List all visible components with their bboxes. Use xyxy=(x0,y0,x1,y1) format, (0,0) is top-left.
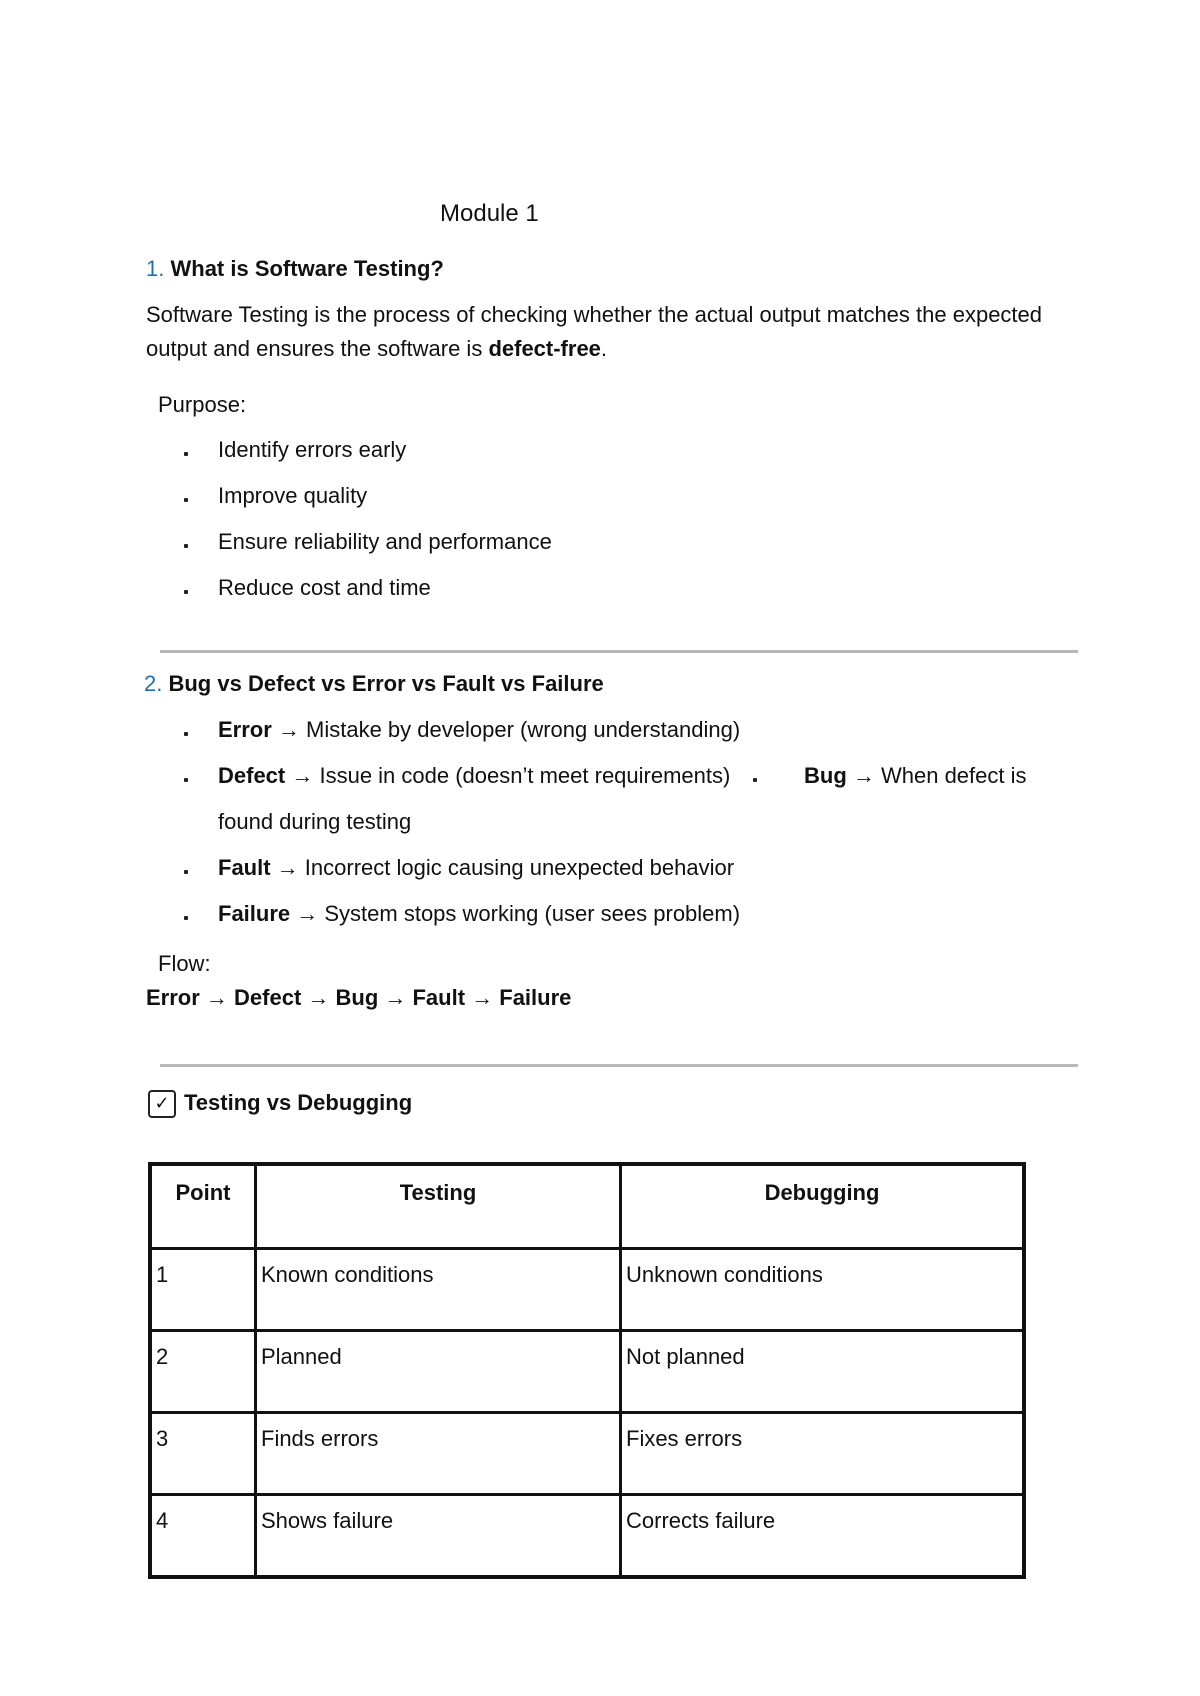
table-cell: Finds errors xyxy=(256,1413,621,1495)
table-header-cell: Point xyxy=(150,1164,256,1249)
term-desc: → Issue in code (doesn’t meet requirements) xyxy=(285,763,731,788)
table-cell: 3 xyxy=(150,1413,256,1495)
bullet-icon xyxy=(184,452,188,456)
checkbox-icon: ✓ xyxy=(148,1090,176,1118)
flow-label: Flow: xyxy=(158,951,211,976)
bullet-icon xyxy=(184,544,188,548)
table-cell: Known conditions xyxy=(256,1249,621,1331)
horizontal-divider xyxy=(160,1064,1078,1067)
term-item xyxy=(218,717,740,743)
table-row xyxy=(150,1413,1024,1495)
table-cell: Corrects failure xyxy=(621,1495,1025,1578)
term-desc: → Mistake by developer (wrong understanding) xyxy=(271,717,741,742)
section-1-heading-text: What is Software Testing? xyxy=(170,256,444,281)
table-row xyxy=(150,1249,1024,1331)
table-header-cell: Debugging xyxy=(621,1164,1025,1249)
bullet-icon xyxy=(184,590,188,594)
section-3-heading xyxy=(148,1090,412,1118)
term-name: Bug xyxy=(804,763,847,788)
purpose-label: Purpose: xyxy=(158,392,247,417)
comparison-table xyxy=(148,1162,1026,1579)
term-item xyxy=(804,763,1027,789)
term-desc: → When defect is xyxy=(846,763,1027,788)
bullet-icon xyxy=(184,916,188,920)
table-cell: Unknown conditions xyxy=(621,1249,1025,1331)
bullet-icon xyxy=(753,778,757,782)
section-3-heading-text: Testing vs Debugging xyxy=(184,1090,413,1115)
purpose-item: Ensure reliability and performance xyxy=(218,529,552,554)
paragraph-bold: defect-free xyxy=(488,336,601,361)
table-cell: 2 xyxy=(150,1331,256,1413)
term-desc: → Incorrect logic causing unexpected behavior xyxy=(270,855,735,880)
section-2-number: 2. xyxy=(144,671,163,696)
term-item xyxy=(218,855,734,881)
flow-sequence: Error → Defect → Bug → Fault → Failure xyxy=(146,985,572,1010)
horizontal-divider xyxy=(160,650,1078,653)
section-2-heading-text: Bug vs Defect vs Error vs Fault vs Failure xyxy=(168,671,604,696)
paragraph-text: Software Testing is the process of checking whether the actual output matches the expected output and ensures the software is xyxy=(146,302,1043,361)
purpose-item: Reduce cost and time xyxy=(218,575,431,600)
bullet-icon xyxy=(184,732,188,736)
table-row xyxy=(150,1495,1024,1578)
bullet-icon xyxy=(184,778,188,782)
table-cell: Fixes errors xyxy=(621,1413,1025,1495)
section-1-heading xyxy=(146,256,444,282)
table-header-row xyxy=(150,1164,1024,1249)
term-item xyxy=(218,763,730,789)
section-1-number: 1. xyxy=(146,256,165,281)
section-1-paragraph xyxy=(146,298,1076,366)
table-cell: 1 xyxy=(150,1249,256,1331)
purpose-item: Improve quality xyxy=(218,483,368,508)
page-title: Module 1 xyxy=(440,200,539,227)
bullet-icon xyxy=(184,870,188,874)
term-desc: → System stops working (user sees problem) xyxy=(290,901,741,926)
term-name: Failure xyxy=(218,901,291,926)
bullet-icon xyxy=(184,498,188,502)
term-name: Defect xyxy=(218,763,286,788)
table-row xyxy=(150,1331,1024,1413)
table-cell: Not planned xyxy=(621,1331,1025,1413)
term-name: Fault xyxy=(218,855,271,880)
section-2-heading xyxy=(144,671,604,697)
table-cell: Planned xyxy=(256,1331,621,1413)
table-cell: 4 xyxy=(150,1495,256,1578)
term-name: Error xyxy=(218,717,272,742)
term-item-continuation: found during testing xyxy=(218,809,412,834)
table-cell: Shows failure xyxy=(256,1495,621,1578)
table-header-cell: Testing xyxy=(256,1164,621,1249)
term-item xyxy=(218,901,740,927)
purpose-item: Identify errors early xyxy=(218,437,407,462)
paragraph-end: . xyxy=(600,336,608,361)
